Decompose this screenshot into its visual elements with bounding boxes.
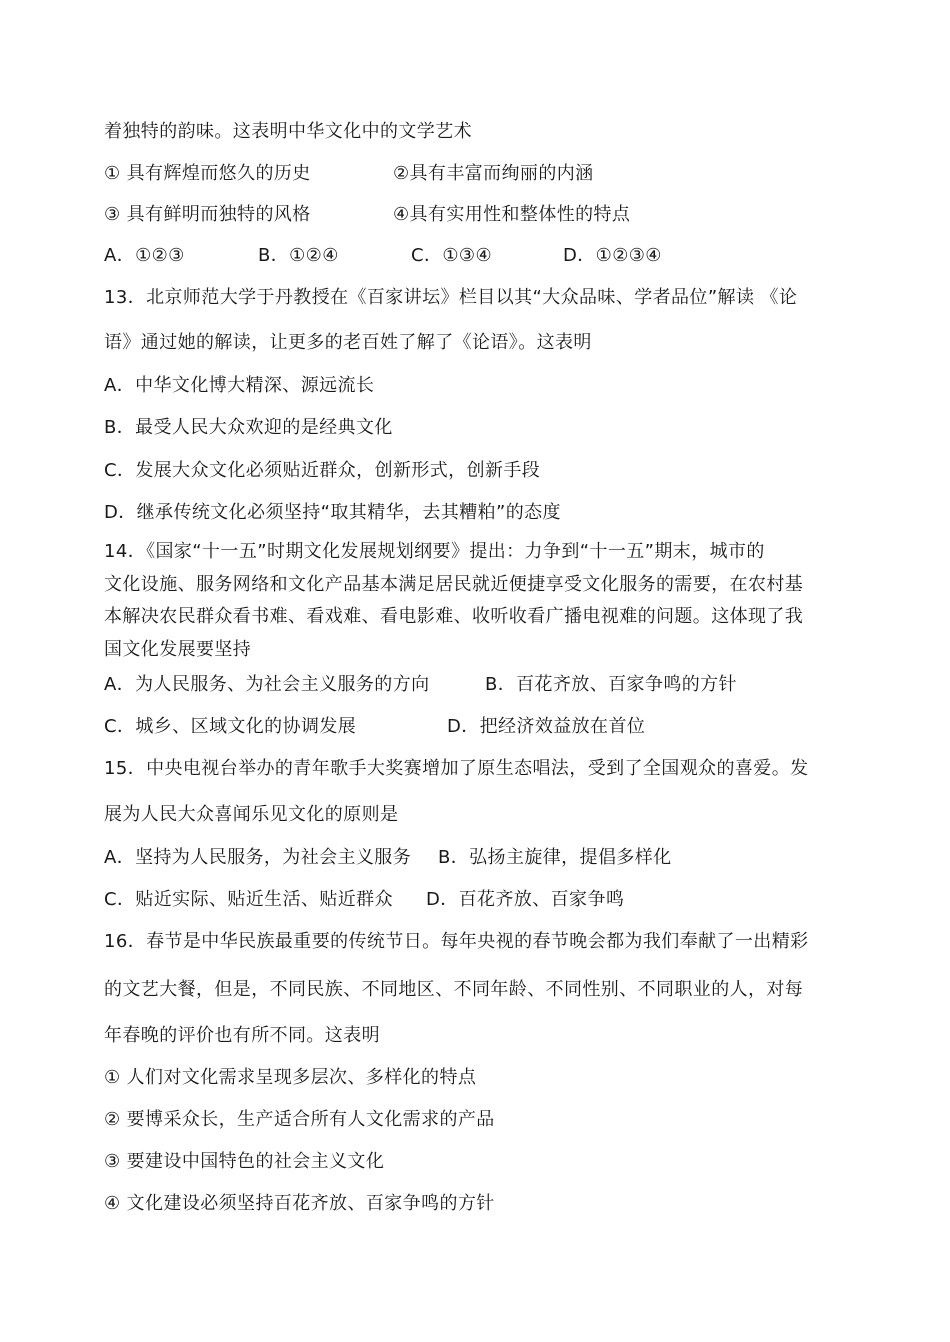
q16-item-4: ④ 文化建设必须坚持百花齐放、百家争鸣的方针 [104, 1193, 495, 1214]
q13-option-b: B．最受人民大众欢迎的是经典文化 [104, 417, 393, 438]
q14-stem-line-4: 国文化发展要坚持 [104, 639, 252, 660]
q13-stem-line-1: 13．北京师范大学于丹教授在《百家讲坛》栏目以其“大众品味、学者品位”解读 《论 [104, 287, 798, 308]
q14-option-a: A．为人民服务、为社会主义服务的方向 [104, 674, 430, 695]
q16-stem-line-2: 的文艺大餐，但是，不同民族、不同地区、不同年龄、不同性别、不同职业的人，对每 [104, 979, 804, 1000]
q15-option-b: B．弘扬主旋律，提倡多样化 [438, 847, 672, 868]
q14-option-d: D．把经济效益放在首位 [447, 716, 646, 737]
q16-stem-line-1: 16．春节是中华民族最重要的传统节日。每年央视的春节晚会都为我们奉献了一出精彩 [104, 931, 809, 952]
q13-stem-line-2: 语》通过她的解读，让更多的老百姓了解了《论语》。这表明 [104, 332, 592, 353]
q12-item-4: ④具有实用性和整体性的特点 [393, 204, 631, 225]
q13-option-a: A．中华文化博大精深、源远流长 [104, 375, 375, 396]
q15-stem-line-2: 展为人民大众喜闻乐见文化的原则是 [104, 804, 399, 825]
q14-stem-line-1: 14．《国家“十一五”时期文化发展规划纲要》提出：力争到“十一五”期末，城市的 [104, 541, 765, 562]
q14-stem-line-2: 文化设施、服务网络和文化产品基本满足居民就近便捷享受文化服务的需要，在农村基 [104, 574, 804, 595]
q12-item-3: ③ 具有鲜明而独特的风格 [104, 204, 311, 225]
q14-option-c: C．城乡、区域文化的协调发展 [104, 716, 357, 737]
q12-option-b: B．①②④ [258, 245, 339, 266]
q16-item-3: ③ 要建设中国特色的社会主义文化 [104, 1151, 385, 1172]
q13-option-d: D．继承传统文化必须坚持“取其精华，去其糟粕”的态度 [104, 502, 561, 523]
q14-stem-line-3: 本解决农民群众看书难、看戏难、看电影难、收听收看广播电视难的问题。这体现了我 [104, 606, 804, 627]
q12-option-d: D．①②③④ [563, 245, 662, 266]
q12-item-2: ②具有丰富而绚丽的内涵 [393, 163, 594, 184]
q12-stem-tail: 着独特的韵味。这表明中华文化中的文学艺术 [104, 121, 472, 142]
q15-stem-line-1: 15．中央电视台举办的青年歌手大奖赛增加了原生态唱法，受到了全国观众的喜爱。发 [104, 758, 809, 779]
q12-option-c: C．①③④ [411, 245, 492, 266]
q12-option-a: A．①②③ [104, 245, 185, 266]
q15-option-a: A．坚持为人民服务，为社会主义服务 [104, 847, 412, 868]
q16-stem-line-3: 年春晚的评价也有所不同。这表明 [104, 1025, 380, 1046]
q13-option-c: C．发展大众文化必须贴近群众，创新形式，创新手段 [104, 460, 541, 481]
q15-option-d: D．百花齐放、百家争鸣 [426, 889, 625, 910]
q16-item-1: ① 人们对文化需求呈现多层次、多样化的特点 [104, 1067, 477, 1088]
q14-option-b: B．百花齐放、百家争鸣的方针 [485, 674, 737, 695]
q16-item-2: ② 要博采众长，生产适合所有人文化需求的产品 [104, 1109, 495, 1130]
q12-item-1: ① 具有辉煌而悠久的历史 [104, 163, 311, 184]
q15-option-c: C．贴近实际、贴近生活、贴近群众 [104, 889, 393, 910]
